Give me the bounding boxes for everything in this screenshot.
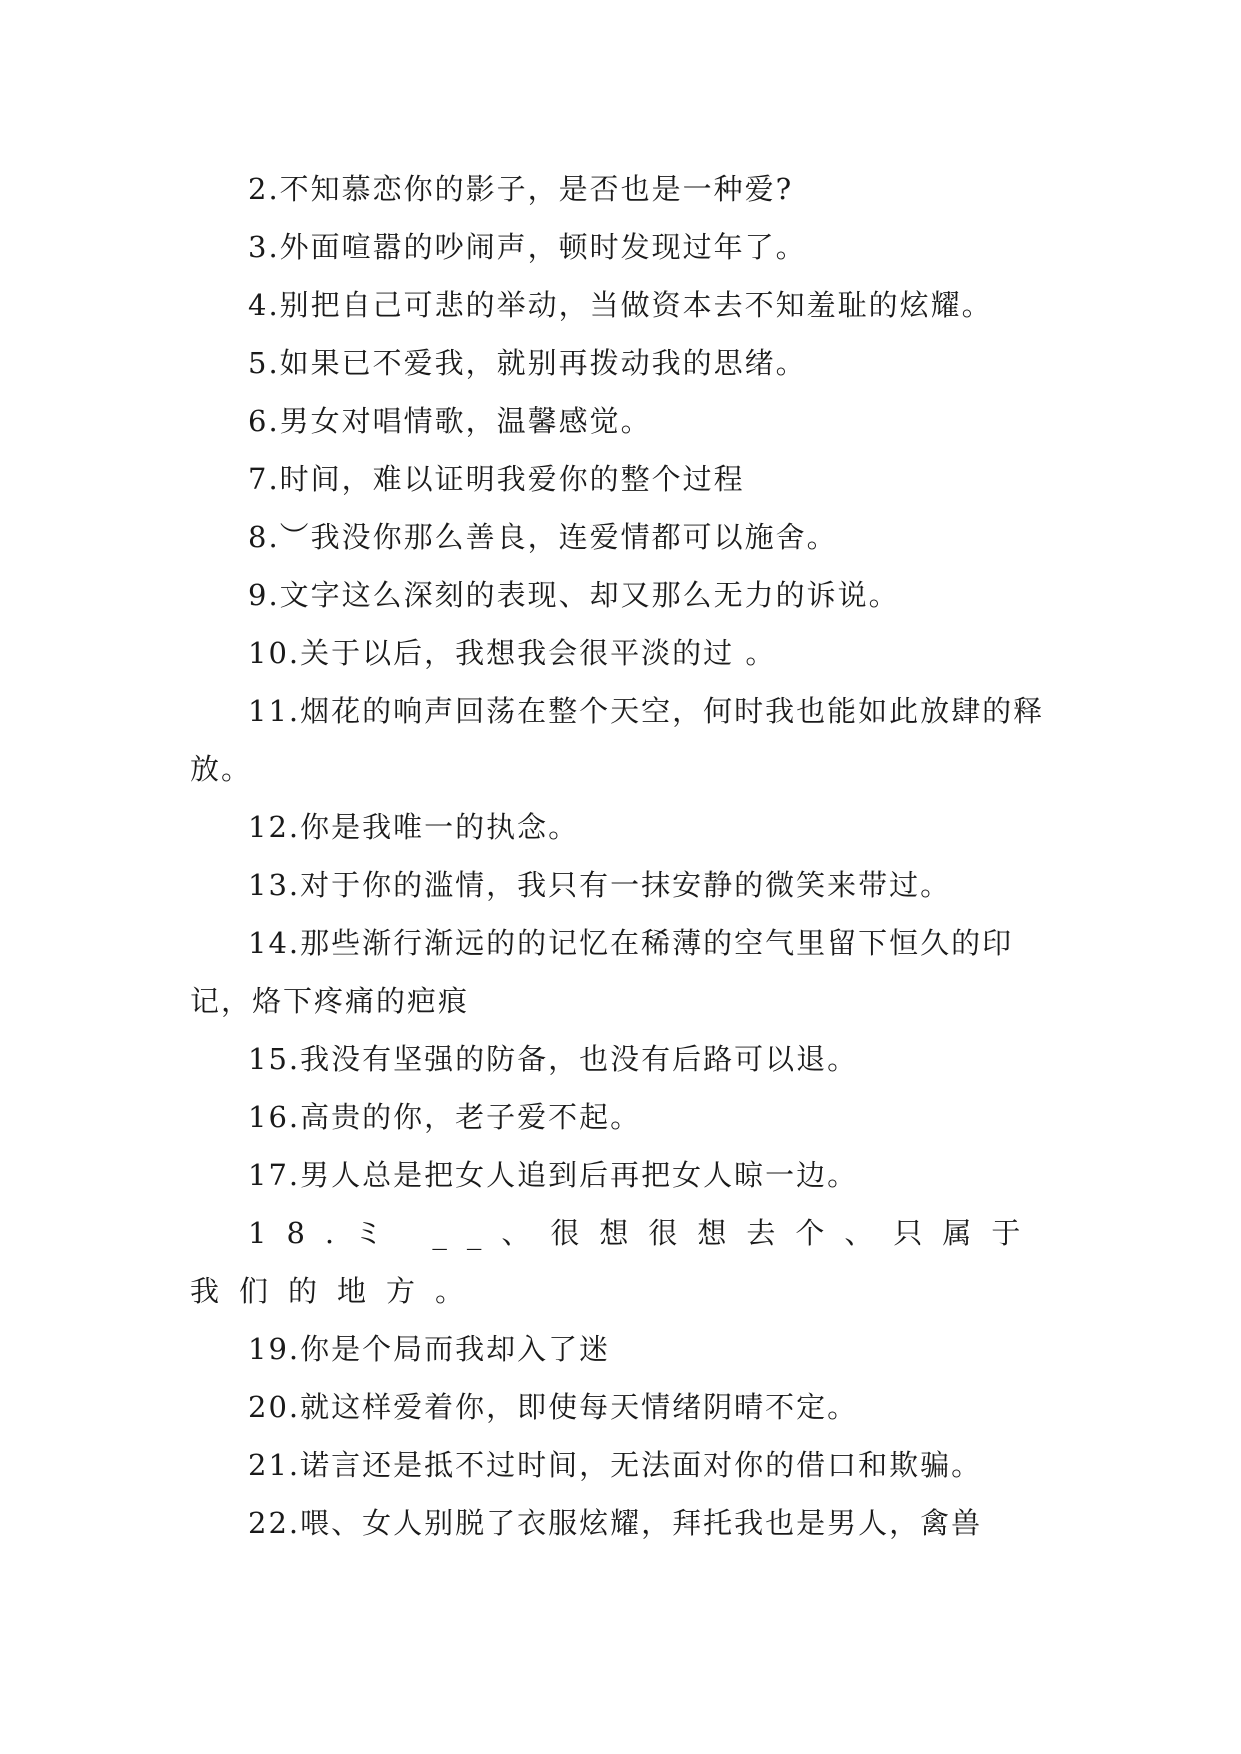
paragraph-14: 14.那些渐行渐远的的记忆在稀薄的空气里留下恒久的印记，烙下疼痛的疤痕 [190,926,1014,1018]
paragraph-13: 13.对于你的滥情，我只有一抹安静的微笑来带过。 [248,868,952,902]
paragraph-2: 2.不知慕恋你的影子，是否也是一种爱? [248,172,794,206]
paragraph-17: 17.男人总是把女人追到后再把女人晾一边。 [248,1158,859,1192]
paragraph-10: 10.关于以后，我想我会很平淡的过 。 [248,636,777,670]
paragraph-9: 9.文字这么深刻的表现、却又那么无力的诉说。 [248,578,900,612]
paragraph-3: 3.外面喧嚣的吵闹声，顿时发现过年了。 [248,230,807,264]
document-body [190,160,1050,1552]
paragraph-20: 20.就这样爱着你，即使每天情绪阴晴不定。 [248,1390,859,1424]
paragraph-8: 8.︶我没你那么善良，连爱情都可以施舍。 [248,520,838,554]
paragraph-21: 21.诺言还是抵不过时间，无法面对你的借口和欺骗。 [248,1448,983,1482]
paragraph-5: 5.如果已不爱我，就别再拨动我的思绪。 [248,346,807,380]
paragraph-19: 19.你是个局而我却入了迷 [248,1332,611,1366]
paragraph-6: 6.男女对唱情歌，温馨感觉。 [248,404,652,438]
paragraph-7: 7.时间，难以证明我爱你的整个过程 [248,462,745,496]
paragraph-15: 15.我没有坚强的防备，也没有后路可以退。 [248,1042,859,1076]
paragraph-12: 12.你是我唯一的执念。 [248,810,580,844]
paragraph-18: 18.ミ __、很想很想去个、只属于我们的地方。 [190,1216,1041,1308]
paragraph-11: 11.烟花的响声回荡在整个天空，何时我也能如此放肆的释放。 [190,694,1045,786]
paragraph-16: 16.高贵的你，老子爱不起。 [248,1100,642,1134]
paragraph-22: 22.喂、女人别脱了衣服炫耀，拜托我也是男人，禽兽 [248,1506,983,1540]
paragraph-4: 4.别把自己可悲的举动，当做资本去不知羞耻的炫耀。 [248,288,993,322]
